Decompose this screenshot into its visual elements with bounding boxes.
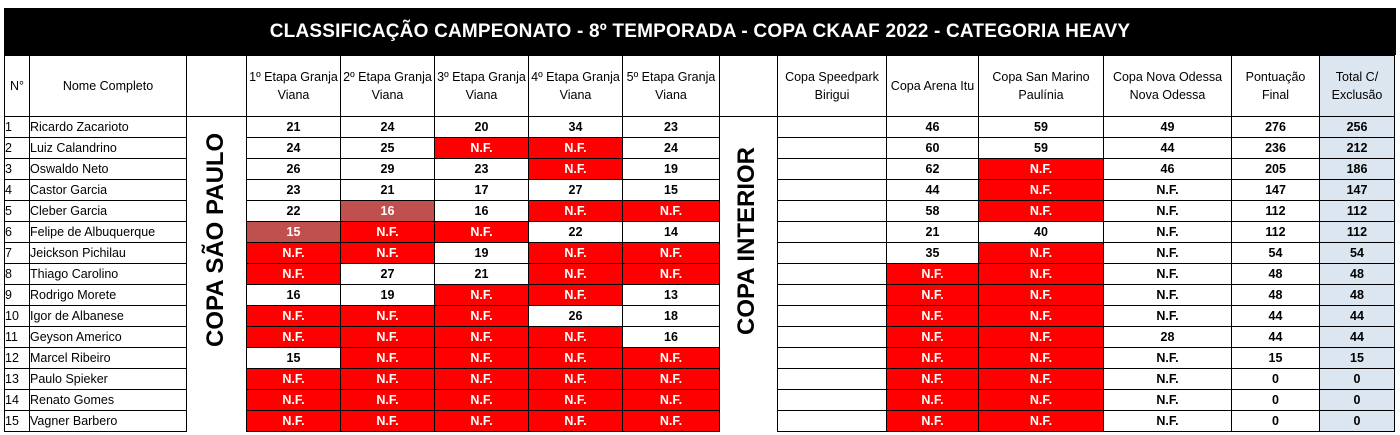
position-cell: 4 bbox=[5, 180, 30, 201]
sp-stage-1-cell: N.F. bbox=[247, 264, 341, 285]
sp-stage-5-cell: 16 bbox=[623, 327, 720, 348]
total-exclusion-cell: 212 bbox=[1320, 138, 1395, 159]
total-exclusion-cell: 0 bbox=[1320, 369, 1395, 390]
sp-stage-1-cell: 16 bbox=[247, 285, 341, 306]
position-cell: 1 bbox=[5, 117, 30, 138]
sp-stage-3-cell: N.F. bbox=[435, 348, 529, 369]
sp-stage-4-cell: N.F. bbox=[529, 369, 623, 390]
sp-stage-3-cell: 17 bbox=[435, 180, 529, 201]
header-int-1: Copa Speedpark Birigui bbox=[778, 56, 887, 117]
interior-2-cell: 21 bbox=[887, 222, 979, 243]
interior-4-cell: N.F. bbox=[1104, 201, 1232, 222]
sp-stage-1-cell: 24 bbox=[247, 138, 341, 159]
driver-name-cell: Vagner Barbero bbox=[30, 411, 187, 432]
sp-stage-5-cell: N.F. bbox=[623, 411, 720, 432]
sp-stage-4-cell: N.F. bbox=[529, 327, 623, 348]
driver-name-cell: Geyson Americo bbox=[30, 327, 187, 348]
final-score-cell: 112 bbox=[1232, 201, 1320, 222]
interior-2-cell: 60 bbox=[887, 138, 979, 159]
interior-1-cell bbox=[778, 264, 887, 285]
sp-stage-5-cell: 18 bbox=[623, 306, 720, 327]
sp-stage-4-cell: 26 bbox=[529, 306, 623, 327]
driver-name-cell: Cleber Garcia bbox=[30, 201, 187, 222]
sp-stage-3-cell: 23 bbox=[435, 159, 529, 180]
total-exclusion-cell: 48 bbox=[1320, 264, 1395, 285]
interior-2-cell: N.F. bbox=[887, 411, 979, 432]
interior-3-cell: N.F. bbox=[979, 327, 1104, 348]
total-exclusion-cell: 186 bbox=[1320, 159, 1395, 180]
sp-stage-5-cell: N.F. bbox=[623, 390, 720, 411]
position-cell: 11 bbox=[5, 327, 30, 348]
sp-stage-2-cell: N.F. bbox=[341, 390, 435, 411]
sp-stage-2-cell: 29 bbox=[341, 159, 435, 180]
sp-stage-1-cell: 26 bbox=[247, 159, 341, 180]
interior-2-cell: N.F. bbox=[887, 264, 979, 285]
interior-3-cell: 59 bbox=[979, 138, 1104, 159]
sp-stage-2-cell: N.F. bbox=[341, 327, 435, 348]
sp-stage-1-cell: N.F. bbox=[247, 411, 341, 432]
header-int-3: Copa San Marino Paulínia bbox=[979, 56, 1104, 117]
banner-column-cell bbox=[187, 411, 247, 432]
driver-name-cell: Felipe de Albuquerque bbox=[30, 222, 187, 243]
interior-1-cell bbox=[778, 159, 887, 180]
position-cell: 10 bbox=[5, 306, 30, 327]
position-cell: 3 bbox=[5, 159, 30, 180]
sp-stage-4-cell: N.F. bbox=[529, 390, 623, 411]
interior-1-cell bbox=[778, 369, 887, 390]
total-exclusion-cell: 147 bbox=[1320, 180, 1395, 201]
driver-name-cell: Luiz Calandrino bbox=[30, 138, 187, 159]
sp-stage-2-cell: N.F. bbox=[341, 222, 435, 243]
sp-stage-2-cell: 16 bbox=[341, 201, 435, 222]
interior-1-cell bbox=[778, 411, 887, 432]
final-score-cell: 236 bbox=[1232, 138, 1320, 159]
sp-stage-2-cell: N.F. bbox=[341, 411, 435, 432]
interior-2-cell: N.F. bbox=[887, 306, 979, 327]
sp-stage-4-cell: N.F. bbox=[529, 201, 623, 222]
interior-2-cell: 62 bbox=[887, 159, 979, 180]
sp-stage-3-cell: 19 bbox=[435, 243, 529, 264]
header-number: N° bbox=[5, 56, 30, 117]
interior-2-cell: N.F. bbox=[887, 348, 979, 369]
position-cell: 8 bbox=[5, 264, 30, 285]
final-score-cell: 276 bbox=[1232, 117, 1320, 138]
driver-name-cell: Thiago Carolino bbox=[30, 264, 187, 285]
interior-4-cell: N.F. bbox=[1104, 285, 1232, 306]
total-exclusion-cell: 44 bbox=[1320, 327, 1395, 348]
driver-name-cell: Castor Garcia bbox=[30, 180, 187, 201]
sp-stage-5-cell: 14 bbox=[623, 222, 720, 243]
interior-2-cell: 44 bbox=[887, 180, 979, 201]
position-cell: 5 bbox=[5, 201, 30, 222]
banner-column-cell bbox=[720, 348, 778, 369]
banner-column-cell bbox=[720, 411, 778, 432]
final-score-cell: 112 bbox=[1232, 222, 1320, 243]
sp-stage-3-cell: 16 bbox=[435, 201, 529, 222]
sp-stage-4-cell: N.F. bbox=[529, 348, 623, 369]
sp-stage-5-cell: N.F. bbox=[623, 348, 720, 369]
position-cell: 2 bbox=[5, 138, 30, 159]
interior-4-cell: 28 bbox=[1104, 327, 1232, 348]
sp-stage-1-cell: N.F. bbox=[247, 327, 341, 348]
banner-spacer-sp bbox=[187, 56, 247, 117]
interior-4-cell: N.F. bbox=[1104, 369, 1232, 390]
sp-stage-2-cell: 27 bbox=[341, 264, 435, 285]
interior-1-cell bbox=[778, 285, 887, 306]
header-sp-2: 2º Etapa Granja Viana bbox=[341, 56, 435, 117]
interior-3-cell: N.F. bbox=[979, 369, 1104, 390]
position-cell: 7 bbox=[5, 243, 30, 264]
final-score-cell: 15 bbox=[1232, 348, 1320, 369]
interior-3-cell: N.F. bbox=[979, 411, 1104, 432]
header-row bbox=[5, 56, 1395, 117]
interior-3-cell: N.F. bbox=[979, 285, 1104, 306]
table-row bbox=[5, 390, 1395, 411]
sp-stage-5-cell: N.F. bbox=[623, 369, 720, 390]
sp-stage-5-cell: 15 bbox=[623, 180, 720, 201]
sp-stage-5-cell: 19 bbox=[623, 159, 720, 180]
header-total: Total C/ Exclusão bbox=[1320, 56, 1395, 117]
sp-stage-5-cell: N.F. bbox=[623, 201, 720, 222]
sp-stage-1-cell: N.F. bbox=[247, 369, 341, 390]
sp-stage-5-cell: N.F. bbox=[623, 243, 720, 264]
interior-3-cell: 59 bbox=[979, 117, 1104, 138]
banner-spacer-int bbox=[720, 56, 778, 117]
banner-column-cell bbox=[720, 390, 778, 411]
header-sp-1: 1º Etapa Granja Viana bbox=[247, 56, 341, 117]
sp-stage-4-cell: N.F. bbox=[529, 264, 623, 285]
header-sp-3: 3º Etapa Granja Viana bbox=[435, 56, 529, 117]
sp-stage-1-cell: 23 bbox=[247, 180, 341, 201]
total-exclusion-cell: 54 bbox=[1320, 243, 1395, 264]
final-score-cell: 48 bbox=[1232, 285, 1320, 306]
interior-3-cell: 40 bbox=[979, 222, 1104, 243]
banner-column-cell bbox=[187, 348, 247, 369]
sp-stage-3-cell: N.F. bbox=[435, 390, 529, 411]
interior-4-cell: N.F. bbox=[1104, 180, 1232, 201]
sp-stage-3-cell: N.F. bbox=[435, 306, 529, 327]
position-cell: 14 bbox=[5, 390, 30, 411]
driver-name-cell: Marcel Ribeiro bbox=[30, 348, 187, 369]
position-cell: 12 bbox=[5, 348, 30, 369]
sp-stage-3-cell: N.F. bbox=[435, 369, 529, 390]
final-score-cell: 0 bbox=[1232, 411, 1320, 432]
sp-stage-3-cell: N.F. bbox=[435, 327, 529, 348]
table-row bbox=[5, 369, 1395, 390]
interior-3-cell: N.F. bbox=[979, 264, 1104, 285]
interior-3-cell: N.F. bbox=[979, 159, 1104, 180]
interior-1-cell bbox=[778, 348, 887, 369]
final-score-cell: 48 bbox=[1232, 264, 1320, 285]
interior-3-cell: N.F. bbox=[979, 390, 1104, 411]
final-score-cell: 205 bbox=[1232, 159, 1320, 180]
position-cell: 15 bbox=[5, 411, 30, 432]
interior-1-cell bbox=[778, 138, 887, 159]
sp-stage-4-cell: N.F. bbox=[529, 138, 623, 159]
banner-column-cell bbox=[720, 117, 778, 138]
sp-stage-5-cell: 13 bbox=[623, 285, 720, 306]
interior-1-cell bbox=[778, 306, 887, 327]
interior-3-cell: N.F. bbox=[979, 180, 1104, 201]
final-score-cell: 44 bbox=[1232, 306, 1320, 327]
table-row bbox=[5, 348, 1395, 369]
interior-2-cell: N.F. bbox=[887, 285, 979, 306]
interior-1-cell bbox=[778, 117, 887, 138]
total-exclusion-cell: 48 bbox=[1320, 285, 1395, 306]
header-final: Pontuação Final bbox=[1232, 56, 1320, 117]
sp-stage-1-cell: N.F. bbox=[247, 390, 341, 411]
sp-stage-1-cell: N.F. bbox=[247, 306, 341, 327]
sp-stage-2-cell: 25 bbox=[341, 138, 435, 159]
sp-stage-2-cell: 19 bbox=[341, 285, 435, 306]
banner-copa-interior: COPA INTERIOR bbox=[733, 147, 760, 336]
sp-stage-3-cell: N.F. bbox=[435, 138, 529, 159]
final-score-cell: 0 bbox=[1232, 369, 1320, 390]
sp-stage-3-cell: N.F. bbox=[435, 411, 529, 432]
banner-copa-sao-paulo: COPA SÃO PAULO bbox=[202, 132, 229, 347]
banner-column-cell bbox=[187, 369, 247, 390]
header-sp-5: 5º Etapa Granja Viana bbox=[623, 56, 720, 117]
interior-4-cell: N.F. bbox=[1104, 306, 1232, 327]
interior-2-cell: 35 bbox=[887, 243, 979, 264]
sp-stage-4-cell: 34 bbox=[529, 117, 623, 138]
sp-stage-2-cell: N.F. bbox=[341, 369, 435, 390]
interior-4-cell: 49 bbox=[1104, 117, 1232, 138]
sp-stage-3-cell: 21 bbox=[435, 264, 529, 285]
interior-4-cell: 46 bbox=[1104, 159, 1232, 180]
sp-stage-2-cell: 21 bbox=[341, 180, 435, 201]
total-exclusion-cell: 0 bbox=[1320, 411, 1395, 432]
sp-stage-2-cell: 24 bbox=[341, 117, 435, 138]
interior-2-cell: 46 bbox=[887, 117, 979, 138]
sp-stage-4-cell: 27 bbox=[529, 180, 623, 201]
sp-stage-5-cell: 23 bbox=[623, 117, 720, 138]
sp-stage-3-cell: N.F. bbox=[435, 285, 529, 306]
header-name: Nome Completo bbox=[30, 56, 187, 117]
driver-name-cell: Rodrigo Morete bbox=[30, 285, 187, 306]
sp-stage-4-cell: N.F. bbox=[529, 243, 623, 264]
driver-name-cell: Renato Gomes bbox=[30, 390, 187, 411]
sp-stage-1-cell: 15 bbox=[247, 348, 341, 369]
sp-stage-1-cell: 15 bbox=[247, 222, 341, 243]
interior-4-cell: N.F. bbox=[1104, 243, 1232, 264]
interior-3-cell: N.F. bbox=[979, 243, 1104, 264]
driver-name-cell: Igor de Albanese bbox=[30, 306, 187, 327]
driver-name-cell: Ricardo Zacarioto bbox=[30, 117, 187, 138]
header-int-4: Copa Nova Odessa Nova Odessa bbox=[1104, 56, 1232, 117]
sp-stage-4-cell: N.F. bbox=[529, 159, 623, 180]
sp-stage-1-cell: 22 bbox=[247, 201, 341, 222]
interior-2-cell: N.F. bbox=[887, 369, 979, 390]
final-score-cell: 54 bbox=[1232, 243, 1320, 264]
interior-1-cell bbox=[778, 222, 887, 243]
interior-3-cell: N.F. bbox=[979, 201, 1104, 222]
sp-stage-3-cell: N.F. bbox=[435, 222, 529, 243]
sp-stage-1-cell: 21 bbox=[247, 117, 341, 138]
interior-2-cell: 58 bbox=[887, 201, 979, 222]
total-exclusion-cell: 256 bbox=[1320, 117, 1395, 138]
driver-name-cell: Oswaldo Neto bbox=[30, 159, 187, 180]
driver-name-cell: Paulo Spieker bbox=[30, 369, 187, 390]
position-cell: 9 bbox=[5, 285, 30, 306]
interior-4-cell: N.F. bbox=[1104, 264, 1232, 285]
total-exclusion-cell: 15 bbox=[1320, 348, 1395, 369]
banner-column-cell bbox=[187, 390, 247, 411]
interior-4-cell: N.F. bbox=[1104, 390, 1232, 411]
banner-column-cell bbox=[720, 369, 778, 390]
sheet-title: CLASSIFICAÇÃO CAMPEONATO - 8º TEMPORADA - COPA CKAAF 2022 - CATEGORIA HEAVY bbox=[4, 8, 1396, 55]
interior-2-cell: N.F. bbox=[887, 390, 979, 411]
final-score-cell: 44 bbox=[1232, 327, 1320, 348]
interior-4-cell: N.F. bbox=[1104, 411, 1232, 432]
driver-name-cell: Jeickson Pichilau bbox=[30, 243, 187, 264]
interior-3-cell: N.F. bbox=[979, 306, 1104, 327]
total-exclusion-cell: 112 bbox=[1320, 201, 1395, 222]
total-exclusion-cell: 112 bbox=[1320, 222, 1395, 243]
interior-4-cell: N.F. bbox=[1104, 348, 1232, 369]
sp-stage-5-cell: N.F. bbox=[623, 264, 720, 285]
sp-stage-2-cell: N.F. bbox=[341, 348, 435, 369]
interior-1-cell bbox=[778, 243, 887, 264]
position-cell: 6 bbox=[5, 222, 30, 243]
interior-1-cell bbox=[778, 180, 887, 201]
sp-stage-5-cell: 24 bbox=[623, 138, 720, 159]
interior-3-cell: N.F. bbox=[979, 348, 1104, 369]
interior-4-cell: N.F. bbox=[1104, 222, 1232, 243]
interior-1-cell bbox=[778, 201, 887, 222]
table-row bbox=[5, 411, 1395, 432]
interior-4-cell: 44 bbox=[1104, 138, 1232, 159]
interior-2-cell: N.F. bbox=[887, 327, 979, 348]
total-exclusion-cell: 44 bbox=[1320, 306, 1395, 327]
header-int-2: Copa Arena Itu bbox=[887, 56, 979, 117]
interior-1-cell bbox=[778, 390, 887, 411]
header-sp-4: 4º Etapa Granja Viana bbox=[529, 56, 623, 117]
sp-stage-4-cell: N.F. bbox=[529, 285, 623, 306]
position-cell: 13 bbox=[5, 369, 30, 390]
sp-stage-2-cell: N.F. bbox=[341, 306, 435, 327]
sp-stage-1-cell: N.F. bbox=[247, 243, 341, 264]
final-score-cell: 0 bbox=[1232, 390, 1320, 411]
sp-stage-3-cell: 20 bbox=[435, 117, 529, 138]
sp-stage-2-cell: N.F. bbox=[341, 243, 435, 264]
final-score-cell: 147 bbox=[1232, 180, 1320, 201]
interior-1-cell bbox=[778, 327, 887, 348]
sp-stage-4-cell: N.F. bbox=[529, 411, 623, 432]
total-exclusion-cell: 0 bbox=[1320, 390, 1395, 411]
sp-stage-4-cell: 22 bbox=[529, 222, 623, 243]
